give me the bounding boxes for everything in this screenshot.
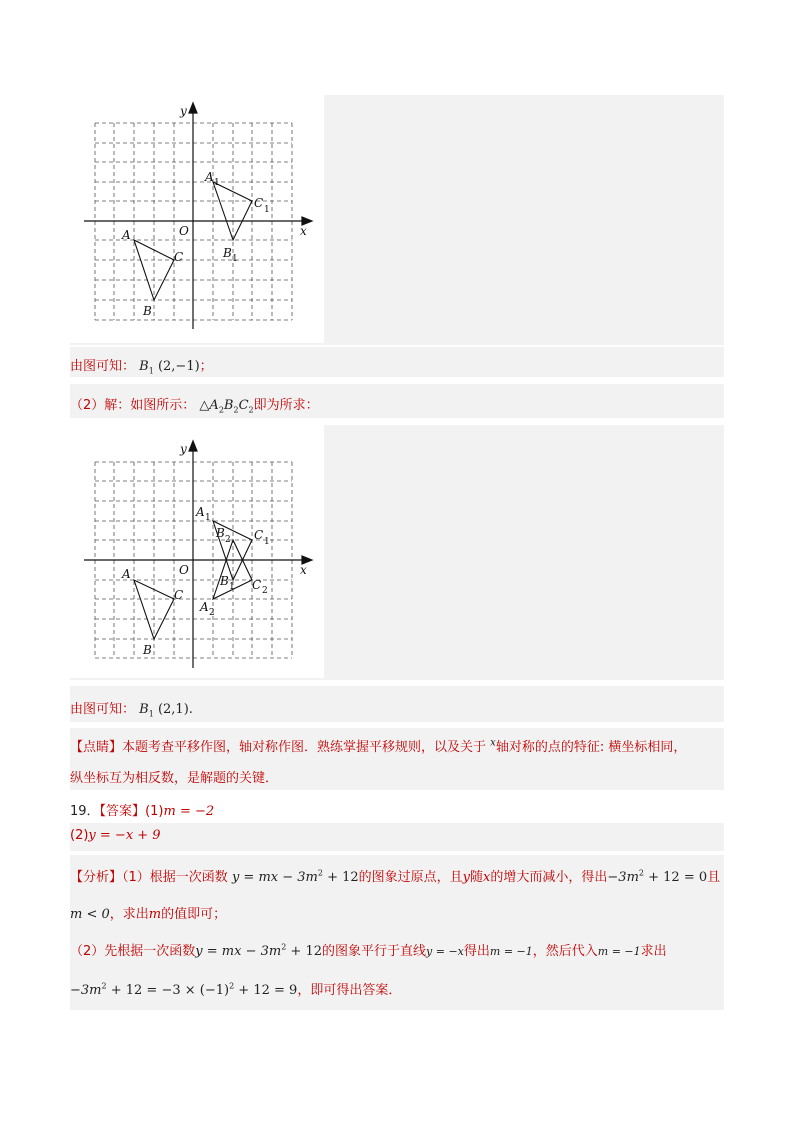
analysis-text-1: （1）根据一次函数	[122, 870, 228, 885]
answer-2-formula: y = −x + 9	[88, 828, 161, 843]
point-a-label: A	[122, 567, 131, 581]
y-axis-label: y	[180, 442, 187, 456]
analysis-text-4: 的增大而减小，得出	[490, 870, 608, 885]
point-a1-label: A	[205, 170, 214, 184]
analysis-block	[70, 855, 724, 1010]
line-formula: y = −x	[426, 945, 464, 958]
equation: $-3m^2 + 12 = 0$	[607, 868, 708, 885]
triangle-a1b1c1	[213, 182, 252, 240]
point-subscript: 1	[148, 709, 154, 719]
function-formula: y = mx − $3m^2 + 12$	[231, 868, 359, 885]
triangle-name: $\triangle A_2B_2C_2$	[199, 398, 254, 415]
key-point-text-3: 纵坐标互为相反数，是解题的关键．	[70, 771, 279, 786]
y-axis-label: y	[180, 104, 187, 118]
axis-variable: x	[490, 737, 496, 749]
point-coords: (2,1)	[157, 702, 189, 717]
origin-label: O	[179, 224, 189, 238]
point-c1-sub: 1	[264, 537, 270, 547]
point-a2-label: A	[200, 600, 209, 614]
answer-2-line	[70, 823, 724, 851]
solution-prefix: （2）解：如图所示：	[70, 398, 196, 413]
coordinate-plot-2	[70, 425, 324, 678]
figure-1	[70, 95, 324, 343]
analysis-tag: 【分析】	[70, 870, 123, 885]
point-a-label: A	[122, 228, 131, 242]
point-b-label: B	[143, 304, 152, 318]
result-line-1	[70, 347, 724, 377]
point-b1-label: B	[220, 574, 229, 588]
analysis-text-11: ，然后代入	[532, 944, 598, 959]
point-c2-sub: 2	[262, 586, 268, 596]
point-coords: (2,−1)	[157, 359, 200, 374]
point-c-label: C	[174, 250, 184, 264]
origin-label: O	[179, 563, 189, 577]
point-b1-sub: 1	[232, 254, 238, 264]
result-line-3	[70, 686, 724, 722]
key-point-text-2: 轴对称的点的特征: 横坐标相同，	[495, 740, 687, 755]
point-b2-sub: 2	[225, 535, 231, 545]
point-subscript: 1	[148, 366, 154, 376]
calculation: $-3m^2 + 12 = -3 \times (-1)^2 + 12 = 9$	[70, 981, 298, 998]
x-axis-label: x	[300, 224, 307, 238]
point-c1-label: C	[254, 196, 264, 210]
point-b1-sub: 1	[229, 582, 235, 592]
analysis-text-12: 求出	[640, 944, 667, 959]
point-b2-label: B	[216, 526, 225, 540]
analysis-text-3: 随	[470, 870, 484, 885]
point-c-label: C	[174, 588, 184, 602]
function-formula-2: y = mx − $3m^2 + 12$	[195, 942, 322, 959]
question-number: 19．	[70, 804, 100, 819]
analysis-text-2: 的图象过原点，且	[358, 870, 463, 885]
point-a1-sub: 1	[214, 178, 220, 188]
analysis-text-13: ，即可得出答案．	[297, 983, 402, 998]
analysis-text-5: 且	[707, 870, 721, 885]
axes-2	[84, 441, 312, 668]
point-a1-label: A	[196, 505, 205, 519]
point-b1-label: B	[223, 246, 232, 260]
point-c1-sub: 1	[264, 205, 270, 215]
variable-y: y	[462, 870, 471, 885]
answer-1-label: (1)	[145, 804, 164, 819]
solution-suffix: 即为所求：	[253, 398, 319, 413]
variable-m: m	[148, 907, 162, 922]
point-a1-sub: 1	[205, 513, 211, 523]
coordinate-plot-1	[70, 95, 324, 343]
figure-2	[70, 425, 324, 678]
key-point-text: 本题考查平移作图，轴对称作图．熟练掌握平移规则，以及关于	[122, 740, 487, 755]
point-c2-label: C	[252, 578, 262, 592]
result-suffix: .	[188, 702, 193, 717]
question-19-answer	[70, 797, 724, 821]
key-point-block	[70, 728, 724, 790]
axes-1	[84, 103, 312, 329]
answer-1-formula: m = −2	[163, 804, 215, 819]
result-prefix: 由图可知：	[70, 359, 136, 374]
answer-tag: 【答案】	[99, 804, 146, 819]
figure-2-block	[70, 425, 724, 680]
point-b-label: B	[143, 643, 152, 657]
result-prefix: 由图可知：	[70, 702, 136, 717]
analysis-text-6: ，求出	[109, 907, 149, 922]
result-suffix: ；	[199, 359, 213, 374]
x-axis-label: x	[300, 563, 307, 577]
point-name: B	[139, 702, 149, 717]
m-value: m = −1	[489, 945, 533, 958]
key-point-tag: 【点睛】	[70, 740, 123, 755]
analysis-text-7: 的值即可；	[161, 907, 227, 922]
answer-2-label: (2)	[70, 828, 89, 843]
figure-1-block	[70, 95, 724, 345]
variable-x: x	[483, 870, 491, 885]
analysis-text-10: 得出	[463, 944, 490, 959]
point-a2-sub: 2	[209, 608, 215, 618]
solution-line-2	[70, 384, 724, 418]
point-c1-label: C	[254, 528, 264, 542]
point-name: B	[139, 359, 149, 374]
m-value-2: m = −1	[597, 945, 641, 958]
analysis-text-8: （2）先根据一次函数	[70, 944, 196, 959]
analysis-text-9: 的图象平行于直线	[322, 944, 427, 959]
inequality: m < 0	[70, 907, 110, 922]
